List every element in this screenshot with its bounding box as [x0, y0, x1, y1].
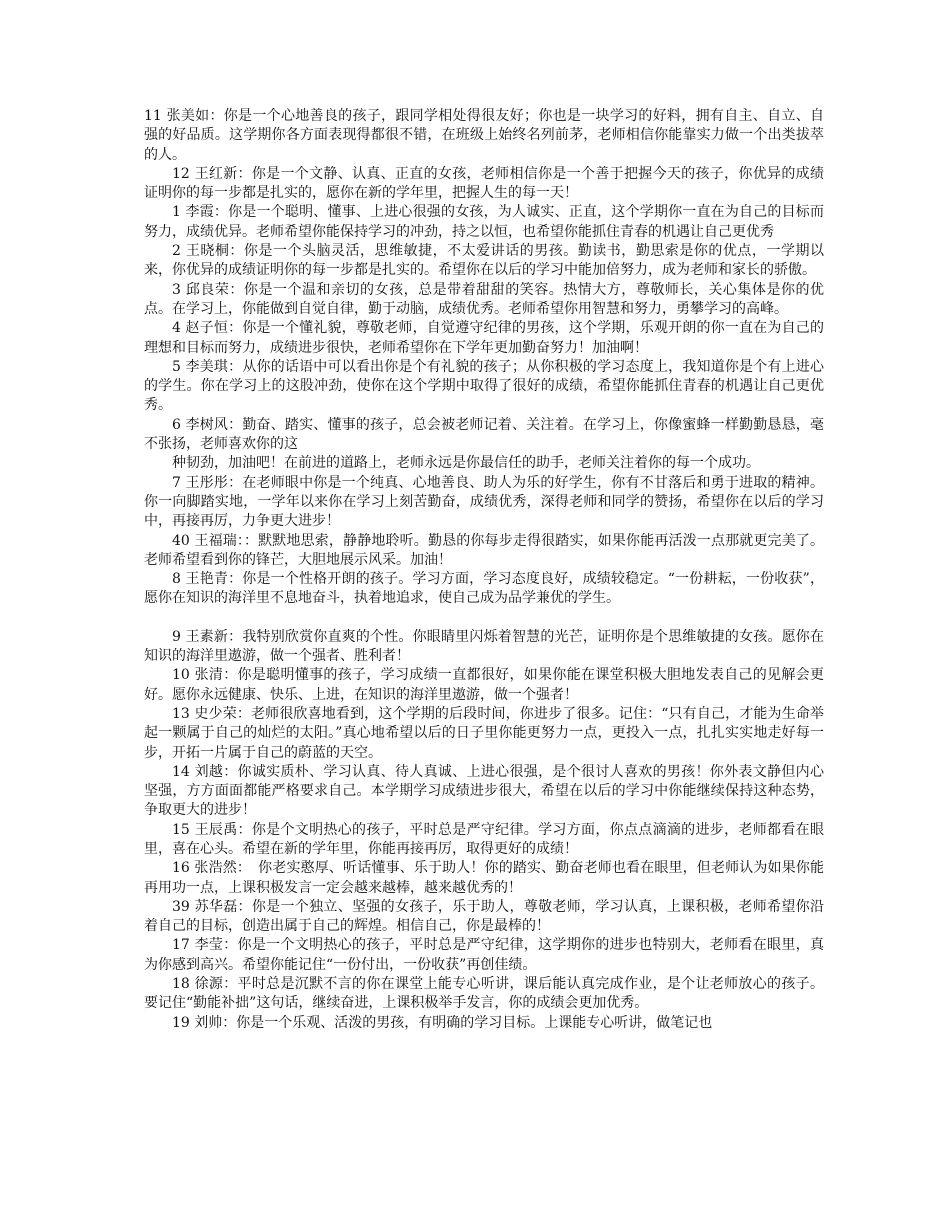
comment-paragraph: 12 王红新：你是一个文静、认真、正直的女孩，老师相信你是一个善于把握今天的孩子，你优异的成绩证明你的每一步都是扎实的，愿你在新的学年里，把握人生的每一天！ — [144, 165, 824, 202]
comment-paragraph: 种韧劲，加油吧！在前进的道路上，老师永远是你最信任的助手，老师关注着你的每一个成功。 — [172, 455, 760, 472]
document-body — [144, 107, 824, 1033]
comment-paragraph: 6 李树风：勤奋、踏实、懂事的孩子，总会被老师记着、关注着。在学习上，你像蜜蜂一样勤勤恳恳，毫不张扬，老师喜欢你的这 — [144, 416, 824, 453]
comment-paragraph: 7 王彤彤：在老师眼中你是一个纯真、心地善良、助人为乐的好学生，你有不甘落后和勇于进取的精神。你一向脚踏实地，一学年以来你在学习上刻苦勤奋，成绩优秀，深得老师和同学的赞扬，希望你在以后的学习中，再接再厉，力争更大进步！ — [144, 474, 824, 530]
comment-paragraph: 10 张清：你是聪明懂事的孩子，学习成绩一直都很好，如果你能在课堂积极大胆地发表自己的见解会更好。愿你永远健康、快乐、上进，在知识的海洋里遨游，做一个强者！ — [144, 667, 824, 703]
comment-paragraph: 17 李莹：你是一个文明热心的孩子，平时总是严守纪律，这学期你的进步也特别大，老师看在眼里，真为你感到高兴。希望你能记住“一份付出，一份收获”再创佳绩。 — [144, 937, 824, 973]
comment-paragraph: 4 赵子恒：你是一个懂礼貌，尊敬老师，自觉遵守纪律的男孩，这个学期，乐观开朗的你一直在为自己的理想和目标而努力，成绩进步很快，老师希望你在下学年更加勤奋努力！加油啊！ — [144, 320, 824, 356]
comment-paragraph: 18 徐源：平时总是沉默不言的你在课堂上能专心听讲，课后能认真完成作业，是个让老师放心的孩子。要记住“勤能补拙”这句话，继续奋进，上课积极举手发言，你的成绩会更加优秀。 — [144, 976, 824, 1012]
comment-paragraph: 5 李美琪：从你的话语中可以看出你是个有礼貌的孩子；从你积极的学习态度上，我知道你是个有上进心的学生。你在学习上的这股冲劲，使你在这个学期中取得了很好的成绩，希望你能抓住青春的机遇让自己更优秀。 — [144, 358, 824, 414]
comment-paragraph: 9 王素新：我特别欣赏你直爽的个性。你眼睛里闪烁着智慧的光芒，证明你是个思维敏捷的女孩。愿你在知识的海洋里遨游，做一个强者、胜利者！ — [144, 628, 824, 665]
comment-paragraph: 8 王艳青：你是一个性格开朗的孩子。学习方面，学习态度良好，成绩较稳定。“一份耕耘，一份收获”，愿你在知识的海洋里不息地奋斗，执着地追求，使自己成为品学兼优的学生。 — [144, 571, 824, 607]
comment-paragraph: 3 邱良荣：你是一个温和亲切的女孩，总是带着甜甜的笑容。热情大方，尊敬师长，关心集体是你的优点。在学习上，你能做到自觉自律，勤于动脑，成绩优秀。老师希望你用智慧和努力，勇攀学习的高峰。 — [144, 281, 824, 317]
comment-paragraph: 40 王福瑞：：默默地思索，静静地聆听。勤恳的你每步走得很踏实，如果你能再活泼一点那就更完美了。老师希望看到你的锋芒，大胆地展示风采。加油！ — [144, 532, 824, 568]
comment-paragraph: 19 刘帅：你是一个乐观、活泼的男孩，有明确的学习目标。上课能专心听讲，做笔记也 — [172, 1014, 713, 1031]
comment-paragraph: 13 史少荣：老师很欣喜地看到，这个学期的后段时间，你进步了很多。记住：“只有自己，才能为生命举起一颗属于自己的灿烂的太阳。”真心地希望以后的日子里你能更努力一点，更投入一点，扎扎实实地走好每一步，开拓一片属于自己的蔚蓝的天空。 — [144, 705, 824, 761]
comment-paragraph: 14 刘越：你诚实质朴、学习认真、待人真诚、上进心很强，是个很讨人喜欢的男孩！你外表文静但内心坚强，方方面面都能严格要求自己。本学期学习成绩进步很大，希望在以后的学习中你能继续保持这种态势，争取更大的进步！ — [144, 763, 824, 819]
comment-paragraph: 16 张浩然： 你老实憨厚、听话懂事、乐于助人！你的踏实、勤奋老师也看在眼里，但老师认为如果你能再用功一点，上课积极发言一定会越来越棒，越来越优秀的！ — [144, 860, 824, 896]
comment-paragraph: 1 李霞：你是一个聪明、懂事、上进心很强的女孩，为人诚实、正直，这个学期你一直在为自己的目标而努力，成绩优异。老师希望你能保持学习的冲劲，持之以恒，也希望你能抓住青春的机遇让自己更优秀 — [144, 204, 824, 240]
comment-paragraph: 2 王晓桐：你是一个头脑灵活，思维敏捷，不太爱讲话的男孩。勤读书，勤思索是你的优点，一学期以来，你优异的成绩证明你的每一步都是扎实的。希望你在以后的学习中能加倍努力，成为老师和家长的骄傲。 — [144, 243, 824, 279]
paragraph-gap — [144, 609, 824, 628]
comment-paragraph: 11 张美如：你是一个心地善良的孩子，跟同学相处得很友好；你也是一块学习的好料，拥有自主、自立、自强的好品质。这学期你各方面表现得都很不错，在班级上始终名列前茅，老师相信你能靠实力做一个出类拔萃的人。 — [144, 108, 824, 163]
comment-paragraph: 39 苏华磊：你是一个独立、坚强的女孩子，乐于助人，尊敬老师，学习认真，上课积极，老师希望你沿着自己的目标，创造出属于自己的辉煌。相信自己，你是最棒的！ — [144, 898, 824, 935]
comment-paragraph: 15 王辰禹：你是个文明热心的孩子，平时总是严守纪律。学习方面，你点点滴滴的进步，老师都看在眼里，喜在心头。希望在新的学年里，你能再接再厉，取得更好的成绩！ — [144, 821, 824, 857]
